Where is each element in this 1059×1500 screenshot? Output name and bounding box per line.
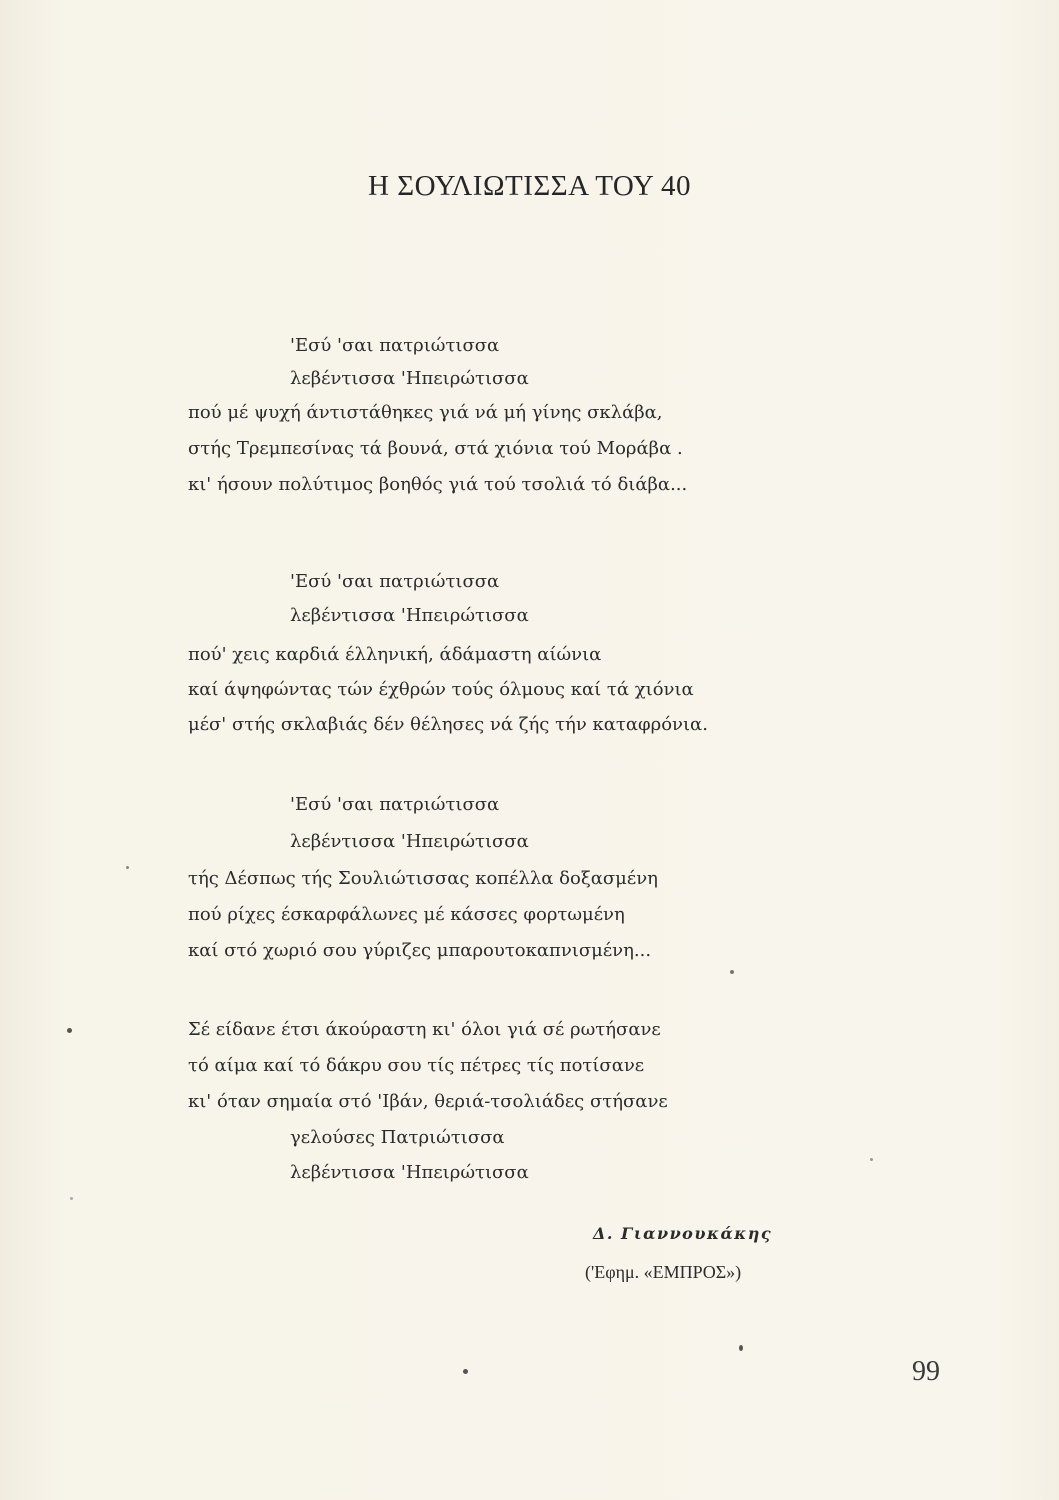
poem-line: 'Εσύ 'σαι πατριώτισσα [290,335,500,356]
poem-line: λεβέντισσα 'Ηπειρώτισσα [290,605,529,626]
scan-speck [870,1158,873,1161]
poem-line: στής Τρεμπεσίνας τά βουνά, στά χιόνια τού Μοράβα . [188,438,683,459]
poem-line: πού' χεις καρδιά έλληνική, άδάμαστη αίώνια [188,644,602,665]
poem-line: Σέ είδανε έτσι άκούραστη κι' όλοι γιά σέ ρωτήσανε [188,1019,661,1040]
scan-speck [463,1369,468,1374]
scan-speck [739,1345,743,1351]
poem-line: κι' ήσουν πολύτιμος βοηθός γιά τού τσολιά τό διάβα... [188,474,688,495]
poem-line: πού μέ ψυχή άντιστάθηκες γιά νά μή γίνης σκλάβα, [188,402,663,423]
poem-line: 'Εσύ 'σαι πατριώτισσα [290,571,500,592]
scan-speck [67,1028,72,1033]
scan-speck [126,866,129,869]
poem-line: καί στό χωριό σου γύριζες μπαρουτοκαπνισμένη... [188,940,652,961]
poem-line: μέσ' στής σκλαβιάς δέν θέλησες νά ζής τήν καταφρόνια. [188,714,708,735]
page-number: 99 [912,1356,940,1387]
scan-speck [70,1197,73,1200]
poem-line: λεβέντισσα 'Ηπειρώτισσα [290,831,529,852]
poem-line: τό αίμα καί τό δάκρυ σου τίς πέτρες τίς ποτίσανε [188,1055,645,1076]
poem-line: πού ρίχες έσκαρφάλωνες μέ κάσσες φορτωμένη [188,904,625,925]
poem-line: λεβέντισσα 'Ηπειρώτισσα [290,1162,529,1183]
poem-line: λεβέντισσα 'Ηπειρώτισσα [290,368,529,389]
source-citation: ('Εφημ. «ΕΜΠΡΟΣ») [585,1262,742,1282]
poem-title: Η ΣΟΥΛΙΩΤΙΣΣΑ ΤΟΥ 40 [368,170,691,202]
poem-line: γελούσες Πατριώτισσα [290,1127,505,1148]
poem-line: τής Δέσπως τής Σουλιώτισσας κοπέλλα δοξασμένη [188,868,658,889]
poem-line: 'Εσύ 'σαι πατριώτισσα [290,794,500,815]
poem-line: καί άψηφώντας τών έχθρών τούς όλμους καί τά χιόνια [188,679,694,700]
scan-speck [730,970,734,974]
poem-line: κι' όταν σημαία στό 'Ιβάν, θεριά-τσολιάδες στήσανε [188,1091,668,1112]
author-signature: Δ. Γιαννουκάκης [593,1224,773,1243]
